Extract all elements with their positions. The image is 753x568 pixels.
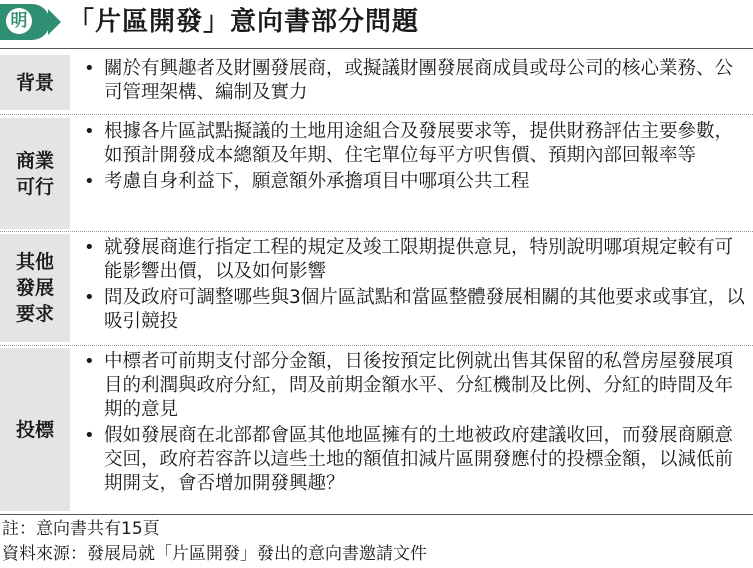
section-label-text: 商業可行 <box>15 149 54 198</box>
page-title: 「片區開發」意向書部分問題 <box>68 7 420 37</box>
row-divider <box>0 114 753 115</box>
bullet-item: • 根據各片區試點擬議的土地用途組合及發展要求等，提供財務評估主要參數，如預計開發成本總額及年期、住宅單位每平方呎售價、預期內部回報率等 <box>80 120 747 168</box>
bullet-item: • 就發展商進行指定工程的規定及竣工限期提供意見，特別說明哪項規定較有可能影響出價，以及如何影響 <box>80 236 747 284</box>
row-divider <box>0 345 753 346</box>
section-label-text: 其他發展要求 <box>15 251 54 325</box>
section-tender <box>0 348 753 511</box>
section-content <box>80 57 747 107</box>
footnote: 註：意向書共有15頁 <box>2 519 160 539</box>
section-label <box>0 234 70 342</box>
bottom-divider <box>0 514 753 515</box>
arrow-icon <box>48 9 61 35</box>
logo-badge <box>0 4 50 40</box>
bullet-item: • 中標者可前期支付部分金額，日後按預定比例就出售其保留的私營房屋發展項目的利潤與政府分紅，問及前期金額水平、分紅機制及比例、分紅的時間及年期的意見 <box>80 350 747 422</box>
header-divider <box>0 48 753 49</box>
source-note: 資料來源：發展局就「片區開發」發出的意向書邀請文件 <box>2 544 427 564</box>
bullet-item: • 假如發展商在北部都會區其他地區擁有的土地被政府建議收回，而發展商願意交回，政府若容許以這些土地的額值扣減片區開發應付的投標金額，以減低前期開支，會否增加開發興趣？ <box>80 424 747 496</box>
section-commercial <box>0 118 753 229</box>
section-content <box>80 350 747 498</box>
bullet-item: • 關於有興趣者及財團發展商，或擬議財團發展商成員或母公司的核心業務、公司管理架構、編制及實力 <box>80 57 747 105</box>
section-content <box>80 120 747 196</box>
section-label: 投標 <box>0 348 70 511</box>
row-divider <box>0 231 753 232</box>
section-other-requirements <box>0 234 753 342</box>
section-label <box>0 118 70 229</box>
section-content <box>80 236 747 336</box>
logo-char: 明 <box>6 8 32 34</box>
section-background <box>0 55 753 110</box>
header <box>0 0 753 44</box>
bullet-item: • 問及政府可調整哪些與3個片區試點和當區整體發展相關的其他要求或事宜，以吸引競投 <box>80 286 747 334</box>
section-label: 背景 <box>0 55 70 110</box>
bullet-item: • 考慮自身利益下，願意額外承擔項目中哪項公共工程 <box>80 170 747 194</box>
